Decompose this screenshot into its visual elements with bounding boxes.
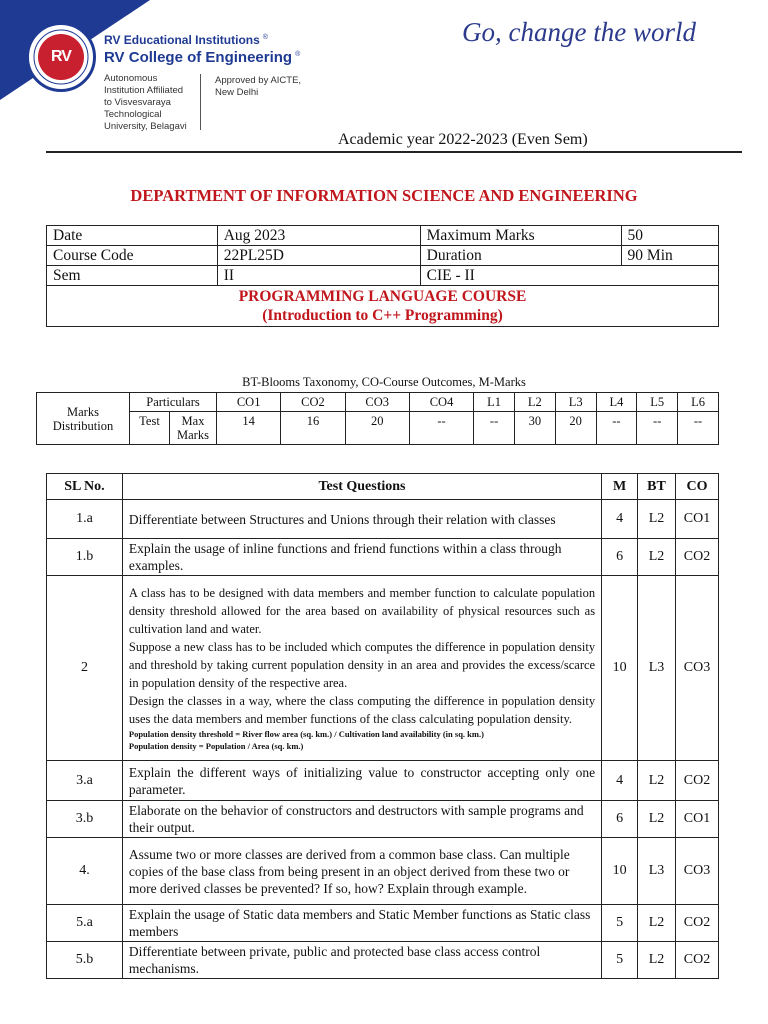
approval-text: Approved by AICTE, New Delhi: [215, 75, 302, 98]
question-co: CO2: [676, 905, 719, 942]
question-paragraph: Design the classes in a way, where the class computing the difference in population density uses the data members and member functions of the class calculating population density.: [128, 694, 596, 726]
bt-header: BT: [638, 474, 676, 500]
question-number: 4.: [47, 838, 123, 905]
question-paragraph: A class has to be designed with data members and member function to calculate population density threshold allowed for the area based on availability of physical resources such as cultivation land and water.: [128, 586, 596, 636]
question-number: 5.b: [47, 942, 123, 979]
table-row: [37, 393, 719, 412]
question-text: Assume two or more classes are derived from a common base class. Can multiple copies of the base class from being present in an object derived from these two or more derived classes be prevented? If so, how? Explain through example.: [122, 838, 601, 905]
question-paragraph: Suppose a new class has to be included which computes the difference in population density and threshold by taking current population density in an area and provides the excess/scarce in population density of the respective area.: [128, 640, 596, 690]
college-name: RV College of Engineering ®: [104, 49, 301, 66]
question-marks: 6: [602, 539, 638, 576]
column-header: CO4: [409, 393, 473, 412]
marks-value: --: [409, 412, 473, 445]
academic-year: Academic year 2022-2023 (Even Sem): [338, 131, 588, 148]
question-number: 2: [47, 576, 123, 761]
marks-value: --: [637, 412, 678, 445]
seal-text: RV: [51, 48, 71, 65]
sem-label: Sem: [47, 266, 218, 286]
questions-table: [46, 473, 719, 979]
sl-header: SL No.: [47, 474, 123, 500]
question-co: CO1: [676, 801, 719, 838]
question-number: 3.b: [47, 801, 123, 838]
question-co: CO3: [676, 838, 719, 905]
question-number: 1.b: [47, 539, 123, 576]
marks-value: 20: [555, 412, 596, 445]
table-row: [47, 761, 719, 801]
date-value: Aug 2023: [217, 226, 420, 246]
question-text: Elaborate on the behavior of constructors and destructors with sample programs and their output.: [122, 801, 601, 838]
column-header: L1: [474, 393, 515, 412]
bt-legend: BT-Blooms Taxonomy, CO-Course Outcomes, M-Marks: [242, 375, 526, 389]
table-row: [47, 942, 719, 979]
institution-group-name: RV Educational Institutions ®: [104, 33, 268, 47]
question-number: 1.a: [47, 500, 123, 539]
question-marks: 6: [602, 801, 638, 838]
column-header: L5: [637, 393, 678, 412]
formula-threshold: Population density threshold = River flow area (sq. km.) / Cultivation land availability (in sq. km.): [128, 729, 484, 739]
question-bt: L3: [638, 838, 676, 905]
question-marks: 10: [602, 576, 638, 761]
column-header: CO1: [217, 393, 281, 412]
table-header-row: [47, 474, 719, 500]
question-marks: 4: [602, 761, 638, 801]
header-rule: [46, 151, 742, 153]
question-text: Explain the usage of inline functions and friend functions within a class through examples.: [122, 539, 601, 576]
question-marks: 5: [602, 942, 638, 979]
affiliation-text: Autonomous Institution Affiliated to Visvesvaraya Technological University, Belagavi: [104, 73, 187, 132]
question-text: [122, 576, 601, 761]
question-bt: L2: [638, 761, 676, 801]
info-row: [47, 286, 719, 327]
seal-ring-icon: [29, 25, 93, 89]
table-row: [47, 801, 719, 838]
question-co: CO2: [676, 942, 719, 979]
column-header: L4: [596, 393, 637, 412]
column-header: CO2: [281, 393, 345, 412]
question-number: 5.a: [47, 905, 123, 942]
question-bt: L2: [638, 500, 676, 539]
question-co: CO3: [676, 576, 719, 761]
table-row: [47, 905, 719, 942]
course-title: PROGRAMMING LANGUAGE COURSE: [238, 288, 527, 305]
question-co: CO1: [676, 500, 719, 539]
marks-value: --: [474, 412, 515, 445]
max-marks-label: Maximum Marks: [420, 226, 621, 246]
formula-density: Population density = Population / Area (sq. km.): [128, 741, 304, 751]
course-info-table: [46, 225, 719, 327]
question-bt: L3: [638, 576, 676, 761]
column-header: L3: [555, 393, 596, 412]
table-row: [47, 576, 719, 761]
marks-value: --: [678, 412, 719, 445]
duration-label: Duration: [420, 246, 621, 266]
table-row: [37, 412, 719, 445]
tagline: Go, change the world: [462, 17, 696, 47]
question-bt: L2: [638, 801, 676, 838]
column-header: L2: [514, 393, 555, 412]
duration-value: 90 Min: [621, 246, 718, 266]
department-title: DEPARTMENT OF INFORMATION SCIENCE AND ENGINEERING: [130, 186, 638, 205]
question-text: Explain the usage of Static data members and Static Member functions as Static class members: [122, 905, 601, 942]
co-header: CO: [676, 474, 719, 500]
question-marks: 4: [602, 500, 638, 539]
question-number: 3.a: [47, 761, 123, 801]
course-code-label: Course Code: [47, 246, 218, 266]
college-seal-logo: [26, 22, 96, 92]
question-text: Explain the different ways of initializing value to constructor accepting only one parameter.: [122, 761, 601, 801]
max-marks-label: Max Marks: [170, 412, 217, 445]
question-header: Test Questions: [122, 474, 601, 500]
info-row: [47, 226, 719, 246]
info-row: [47, 246, 719, 266]
sem-value: II: [217, 266, 420, 286]
question-bt: L2: [638, 905, 676, 942]
question-marks: 5: [602, 905, 638, 942]
course-title-cell: [47, 286, 719, 327]
table-row: [47, 500, 719, 539]
column-header: L6: [678, 393, 719, 412]
question-marks: 10: [602, 838, 638, 905]
max-marks-value: 50: [621, 226, 718, 246]
marks-value: 14: [217, 412, 281, 445]
header-divider: [200, 74, 201, 130]
marks-value: 30: [514, 412, 555, 445]
marks-value: --: [596, 412, 637, 445]
exam-value: CIE - II: [420, 266, 718, 286]
question-text: Differentiate between private, public and protected base class access control mechanisms.: [122, 942, 601, 979]
test-label: Test: [130, 412, 170, 445]
date-label: Date: [47, 226, 218, 246]
table-row: [47, 539, 719, 576]
marks-header: M: [602, 474, 638, 500]
question-text: Differentiate between Structures and Unions through their relation with classes: [122, 500, 601, 539]
marks-value: 20: [345, 412, 409, 445]
question-bt: L2: [638, 539, 676, 576]
column-header: CO3: [345, 393, 409, 412]
question-co: CO2: [676, 539, 719, 576]
info-row: [47, 266, 719, 286]
course-code-value: 22PL25D: [217, 246, 420, 266]
question-co: CO2: [676, 761, 719, 801]
question-bt: L2: [638, 942, 676, 979]
particulars-header: Particulars: [130, 393, 217, 412]
marks-value: 16: [281, 412, 345, 445]
table-row: [47, 838, 719, 905]
marks-distribution-label: Marks Distribution: [37, 393, 130, 445]
course-subtitle: (Introduction to C++ Programming): [262, 307, 503, 324]
marks-distribution-table: [36, 392, 719, 445]
